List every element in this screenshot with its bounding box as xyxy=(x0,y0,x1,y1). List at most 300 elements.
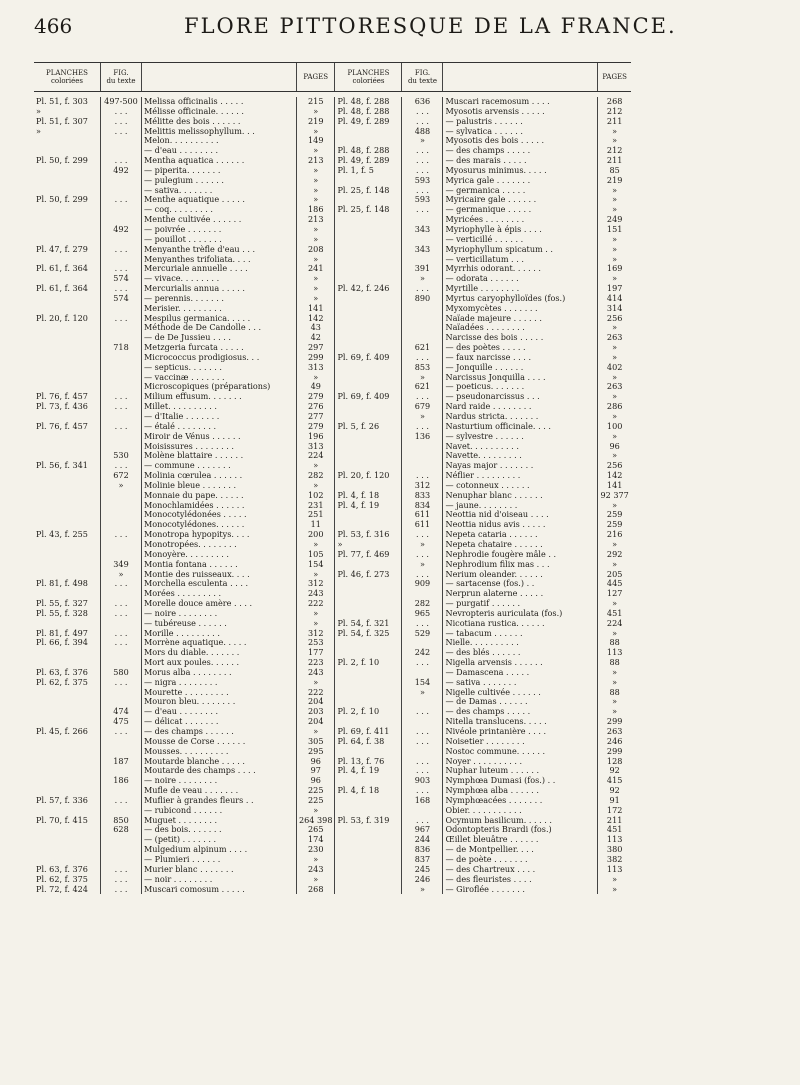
table-row xyxy=(34,343,631,353)
table-row xyxy=(34,382,631,392)
fig-cell-2: » xyxy=(402,885,443,895)
table-row xyxy=(34,648,631,658)
fig-cell xyxy=(101,648,142,658)
fig-cell-2: » xyxy=(402,560,443,570)
plate-cell xyxy=(34,520,101,530)
plate-cell-2 xyxy=(335,215,402,225)
fig-cell: . . . xyxy=(101,156,142,166)
fig-cell-2: 312 xyxy=(402,481,443,491)
page-cell-2: 127 xyxy=(598,589,631,599)
name-cell: Monocotylédonées . . . . . xyxy=(142,510,297,520)
page-cell-2: » xyxy=(598,678,631,688)
name-cell: — sativa. . . . . . . xyxy=(142,186,297,196)
fig-cell-2: 245 xyxy=(402,865,443,875)
table-row xyxy=(34,107,631,117)
fig-cell-2: . . . xyxy=(402,166,443,176)
fig-cell-2: 611 xyxy=(402,520,443,530)
name-cell-2: — de poète . . . . . . . xyxy=(443,855,598,865)
fig-cell: . . . xyxy=(101,629,142,639)
page-cell: » xyxy=(297,127,335,137)
table-row xyxy=(34,678,631,688)
page-cell-2: 92 377 xyxy=(598,491,631,501)
table-row xyxy=(34,195,631,205)
name-cell-2: Nephrodium filix mas . . . xyxy=(443,560,598,570)
page-cell-2: 91 xyxy=(598,796,631,806)
name-cell: Merisier. . . . . . . . . xyxy=(142,304,297,314)
page-cell-2: 219 xyxy=(598,176,631,186)
fig-cell xyxy=(101,786,142,796)
name-cell-2: Myosotis arvensis . . . . . xyxy=(443,107,598,117)
fig-cell-2 xyxy=(402,747,443,757)
plate-cell: Pl. 81, f. 498 xyxy=(36,579,88,589)
table-row xyxy=(34,875,631,885)
name-cell-2: — palustris . . . . . . xyxy=(443,117,598,127)
name-cell: Mercuriale annuelle . . . . xyxy=(142,264,297,274)
name-cell: Morus alba . . . . . . . . xyxy=(142,668,297,678)
fig-cell-2: 529 xyxy=(402,629,443,639)
table-row xyxy=(34,136,631,146)
table-row xyxy=(34,353,631,363)
page-cell: 203 xyxy=(297,707,335,717)
plate-cell xyxy=(34,648,101,658)
table-row xyxy=(34,697,631,707)
fig-cell-2: 853 xyxy=(402,363,443,373)
fig-cell: 574 xyxy=(101,274,142,284)
name-cell-2: Nardus stricta. . . . . . . xyxy=(443,412,598,422)
name-cell-2: Nepeta cataria . . . . . . xyxy=(443,530,598,540)
fig-cell-2: 679 xyxy=(402,402,443,412)
fig-cell-2: » xyxy=(402,688,443,698)
name-cell: Menyanthes trifoliata. . . . xyxy=(142,255,297,265)
plate-cell-2 xyxy=(335,717,402,727)
page-cell-2: » xyxy=(598,245,631,255)
name-cell-2: Nard raide . . . . . . . . xyxy=(443,402,598,412)
table-row xyxy=(34,255,631,265)
name-cell: Microscopiques (préparations) xyxy=(142,382,297,392)
plate-cell-2: Pl. 4, f. 18 xyxy=(335,786,402,796)
page-cell-2: 113 xyxy=(598,835,631,845)
plate-cell xyxy=(34,757,101,767)
name-cell: Morrène aquatique. . . . . xyxy=(142,638,297,648)
table-row xyxy=(34,835,631,845)
name-cell: Mélisse officinale. . . . . . xyxy=(142,107,297,117)
page-cell: » xyxy=(297,619,335,629)
page-cell-2: 256 xyxy=(598,461,631,471)
page-cell: 219 xyxy=(297,117,335,127)
name-cell: Mousse de Corse . . . . . . xyxy=(142,737,297,747)
name-cell: Monotropa hypopitys. . . . xyxy=(142,530,297,540)
index-table xyxy=(34,62,631,894)
plate-cell: Pl. 51, f. 307 xyxy=(36,116,88,126)
name-cell-2: — Damascena . . . . . xyxy=(443,668,598,678)
page-cell-2: 382 xyxy=(598,855,631,865)
name-cell-2: Naïadées . . . . . . . . xyxy=(443,323,598,333)
name-cell: Mespilus germanica. . . . . xyxy=(142,314,297,324)
fig-cell-2: . . . xyxy=(402,146,443,156)
page-cell-2: 402 xyxy=(598,363,631,373)
fig-cell xyxy=(101,658,142,668)
fig-cell-2: 965 xyxy=(402,609,443,619)
plate-cell-2 xyxy=(335,589,402,599)
table-row xyxy=(34,757,631,767)
name-cell-2: Narcisse des bois . . . . . xyxy=(443,333,598,343)
page-cell: 196 xyxy=(297,432,335,442)
name-cell: — perennis. . . . . . . xyxy=(142,294,297,304)
name-cell: — poivrée . . . . . . . xyxy=(142,225,297,235)
page-cell: 222 xyxy=(297,599,335,609)
plate-cell-2 xyxy=(335,294,402,304)
plate-cell xyxy=(34,333,101,343)
table-row xyxy=(34,323,631,333)
plate-cell-2 xyxy=(335,314,402,324)
plate-cell-2 xyxy=(335,461,402,471)
plate-cell-2: Pl. 54, f. 321 xyxy=(335,619,402,629)
page-cell: » xyxy=(297,166,335,176)
page-cell: 204 xyxy=(297,697,335,707)
plate-cell-2 xyxy=(335,865,402,875)
plate-cell-2: Pl. 49, f. 289 xyxy=(335,117,402,127)
page-cell-2: » xyxy=(598,885,631,895)
plate-cell xyxy=(34,707,101,717)
name-cell-2: Myricées . . . . . . . . xyxy=(443,215,598,225)
plate-cell-2 xyxy=(335,363,402,373)
plate-cell: Pl. 73, f. 436 xyxy=(36,402,88,412)
page-cell: 312 xyxy=(297,579,335,589)
name-cell-2: Myrrhis odorant. . . . . . xyxy=(443,264,598,274)
name-cell-2: Nerprun alaterne . . . . . xyxy=(443,589,598,599)
fig-cell xyxy=(101,255,142,265)
plate-cell-2 xyxy=(335,668,402,678)
page-cell: 253 xyxy=(297,638,335,648)
name-cell: — d'Italie . . . . . . . xyxy=(142,412,297,422)
plate-cell: Pl. 47, f. 279 xyxy=(36,244,88,254)
page-cell: » xyxy=(297,225,335,235)
page-cell: 243 xyxy=(297,589,335,599)
page-cell: 312 xyxy=(297,629,335,639)
name-cell-2: — sativa . . . . . . . xyxy=(443,678,598,688)
plate-cell xyxy=(34,501,101,511)
page-cell-2: 415 xyxy=(598,776,631,786)
plate-cell xyxy=(34,570,101,580)
name-cell-2: — des champs . . . . . xyxy=(443,146,598,156)
page-cell-2: » xyxy=(598,195,631,205)
fig-cell: . . . xyxy=(101,885,142,895)
plate-cell xyxy=(34,255,101,265)
fig-cell: . . . xyxy=(101,284,142,294)
name-cell: — de De Jussieu . . . . xyxy=(142,333,297,343)
fig-cell xyxy=(101,412,142,422)
table-row xyxy=(34,422,631,432)
page-cell-2: » xyxy=(598,127,631,137)
plate-cell: Pl. 55, f. 327 xyxy=(36,599,88,609)
page-cell: » xyxy=(297,186,335,196)
fig-cell-2: 391 xyxy=(402,264,443,274)
plate-cell: Pl. 76, f. 457 xyxy=(36,421,88,431)
fig-cell xyxy=(101,501,142,511)
name-cell-2: Nitella translucens. . . . . xyxy=(443,717,598,727)
name-cell: Molinia cœrulea . . . . . . xyxy=(142,471,297,481)
page-cell-2: » xyxy=(598,136,631,146)
fig-cell xyxy=(101,353,142,363)
page-cell-2: 292 xyxy=(598,550,631,560)
page-cell: 96 xyxy=(297,776,335,786)
plate-cell-2 xyxy=(335,382,402,392)
name-cell-2: — de Montpellier. . . . xyxy=(443,845,598,855)
name-cell-2: — des Chartreux . . . . xyxy=(443,865,598,875)
name-cell: — noir . . . . . . . . xyxy=(142,875,297,885)
plate-cell-2: » xyxy=(335,540,402,550)
plate-cell xyxy=(34,550,101,560)
fig-cell: 474 xyxy=(101,707,142,717)
name-cell-2: Obier. . . . . . . . . . . xyxy=(443,806,598,816)
page-cell-2: » xyxy=(598,668,631,678)
name-cell-2: Nymphœacées . . . . . . . xyxy=(443,796,598,806)
table-row xyxy=(34,579,631,589)
page-cell: 277 xyxy=(297,412,335,422)
page-cell: 222 xyxy=(297,688,335,698)
plate-cell-2 xyxy=(335,255,402,265)
name-cell-2: Myxomycètes . . . . . . . xyxy=(443,304,598,314)
table-row xyxy=(34,284,631,294)
page-cell-2: » xyxy=(598,323,631,333)
name-cell: Milium effusum. . . . . . . xyxy=(142,392,297,402)
name-cell: Millet. . . . . . . . . . xyxy=(142,402,297,412)
page-cell: 215 xyxy=(297,97,335,107)
name-cell-2: Ocymum basilicum. . . . . . xyxy=(443,816,598,826)
page-cell: 276 xyxy=(297,402,335,412)
plate-cell: Pl. 50, f. 299 xyxy=(36,156,88,166)
name-cell: Monotropées. . . . . . . . xyxy=(142,540,297,550)
name-cell: Monochlamidées . . . . . . xyxy=(142,501,297,511)
page-cell: 299 xyxy=(297,353,335,363)
table-row xyxy=(34,215,631,225)
plate-cell xyxy=(34,136,101,146)
table-row xyxy=(34,816,631,826)
plate-cell xyxy=(34,294,101,304)
page-cell-2: 211 xyxy=(598,816,631,826)
running-title: FLORE PITTORESQUE DE LA FRANCE. xyxy=(184,14,677,38)
page-cell-2: 113 xyxy=(598,865,631,875)
page-cell: » xyxy=(297,727,335,737)
page-cell: 213 xyxy=(297,215,335,225)
table-row xyxy=(34,235,631,245)
fig-cell-2: 154 xyxy=(402,678,443,688)
name-cell-2: Nephrodie fougère mâle . . xyxy=(443,550,598,560)
name-cell-2: Nymphœa Dumasi (fos.) . . xyxy=(443,776,598,786)
plate-cell: Pl. 51, f. 303 xyxy=(36,97,88,106)
plate-cell-2: Pl. 4, f. 19 xyxy=(335,501,402,511)
name-cell: — noire . . . . . . . . xyxy=(142,776,297,786)
page-cell-2: 263 xyxy=(598,333,631,343)
page-cell-2: 142 xyxy=(598,471,631,481)
plate-cell-2: Pl. 69, f. 409 xyxy=(335,392,402,402)
name-cell-2: — de Damas . . . . . . xyxy=(443,697,598,707)
name-cell-2: — Giroflée . . . . . . . xyxy=(443,885,598,895)
page-cell-2: » xyxy=(598,501,631,511)
plate-cell: Pl. 20, f. 120 xyxy=(36,313,88,323)
table-row xyxy=(34,619,631,629)
col-header-name-2 xyxy=(443,63,598,92)
plate-cell xyxy=(34,845,101,855)
fig-cell-2: . . . xyxy=(402,186,443,196)
plate-cell-2: Pl. 48, f. 288 xyxy=(335,107,402,117)
table-row xyxy=(34,471,631,481)
page-cell-2: 212 xyxy=(598,146,631,156)
name-cell: Menthe aquatique . . . . . xyxy=(142,195,297,205)
name-cell: Mentha aquatica . . . . . . xyxy=(142,156,297,166)
fig-cell xyxy=(101,835,142,845)
name-cell: Monnaie du pape. . . . . . xyxy=(142,491,297,501)
name-cell-2: — sartacense (fos.) . . xyxy=(443,579,598,589)
plate-cell xyxy=(34,412,101,422)
name-cell-2: — germanica . . . . . xyxy=(443,186,598,196)
plate-cell: Pl. 76, f. 457 xyxy=(36,392,88,402)
fig-cell-2 xyxy=(402,255,443,265)
plate-cell-2 xyxy=(335,845,402,855)
name-cell-2: Nostoc commune. . . . . . xyxy=(443,747,598,757)
name-cell: — d'eau . . . . . . . . xyxy=(142,707,297,717)
page-cell: 142 xyxy=(297,314,335,324)
name-cell-2: Noisetier . . . . . . . . xyxy=(443,737,598,747)
page-cell: 154 xyxy=(297,560,335,570)
plate-cell xyxy=(34,176,101,186)
plate-cell xyxy=(34,343,101,353)
page-cell: » xyxy=(297,609,335,619)
name-cell-2: — tabacum . . . . . . xyxy=(443,629,598,639)
plate-cell: Pl. 55, f. 328 xyxy=(36,608,88,618)
table-row xyxy=(34,825,631,835)
plate-cell xyxy=(34,186,101,196)
page-cell: 177 xyxy=(297,648,335,658)
page-cell: 231 xyxy=(297,501,335,511)
page-cell-2: » xyxy=(598,373,631,383)
fig-cell: 187 xyxy=(101,757,142,767)
page-cell-2: » xyxy=(598,599,631,609)
page-cell: 49 xyxy=(297,382,335,392)
plate-cell: Pl. 63, f. 376 xyxy=(36,667,88,677)
page-cell-2: » xyxy=(598,875,631,885)
page-cell: 243 xyxy=(297,865,335,875)
plate-cell-2 xyxy=(335,855,402,865)
page-cell: » xyxy=(297,855,335,865)
table-row xyxy=(34,461,631,471)
fig-cell: 672 xyxy=(101,471,142,481)
fig-cell xyxy=(101,766,142,776)
table-row xyxy=(34,333,631,343)
name-cell-2: Néflier . . . . . . . . . xyxy=(443,471,598,481)
name-cell-2: Myosotis des bois . . . . . xyxy=(443,136,598,146)
plate-cell-2 xyxy=(335,274,402,284)
col-header-pages: PAGES xyxy=(297,63,335,92)
plate-cell-2 xyxy=(335,885,402,895)
name-cell: — nigra . . . . . . . . xyxy=(142,678,297,688)
plate-cell-2 xyxy=(335,638,402,648)
page-cell: » xyxy=(297,678,335,688)
table-row xyxy=(34,491,631,501)
fig-cell xyxy=(101,442,142,452)
plate-cell-2 xyxy=(335,599,402,609)
fig-cell xyxy=(101,855,142,865)
page-cell-2: » xyxy=(598,451,631,461)
table-row xyxy=(34,550,631,560)
page-cell-2: 96 xyxy=(598,442,631,452)
plate-cell: Pl. 66, f. 394 xyxy=(36,638,88,648)
plate-cell-2: Pl. 64, f. 38 xyxy=(335,737,402,747)
plate-cell-2 xyxy=(335,678,402,688)
plate-cell-2: Pl. 69, f. 411 xyxy=(335,727,402,737)
page-cell-2: 299 xyxy=(598,717,631,727)
fig-cell: 497-500 xyxy=(101,97,142,107)
fig-cell: . . . xyxy=(101,107,142,117)
plate-cell xyxy=(34,776,101,786)
name-cell: — pouillot . . . . . . . xyxy=(142,235,297,245)
table-row xyxy=(34,629,631,639)
plate-cell-2 xyxy=(335,127,402,137)
fig-cell-2: . . . xyxy=(402,471,443,481)
plate-cell-2 xyxy=(335,875,402,885)
fig-cell: 349 xyxy=(101,560,142,570)
page-header xyxy=(34,14,774,54)
fig-cell-2: . . . xyxy=(402,619,443,629)
plate-cell xyxy=(34,146,101,156)
plate-cell-2 xyxy=(335,776,402,786)
table-row xyxy=(34,304,631,314)
plate-cell xyxy=(34,737,101,747)
page-cell-2: » xyxy=(598,392,631,402)
table-row xyxy=(34,412,631,422)
col-header-name xyxy=(142,63,297,92)
plate-cell xyxy=(34,766,101,776)
name-cell-2: Nevropteris auriculata (fos.) xyxy=(443,609,598,619)
fig-cell-2 xyxy=(402,323,443,333)
name-cell-2: Nicotiana rustica. . . . . . xyxy=(443,619,598,629)
table-row xyxy=(34,432,631,442)
name-cell-2: Neottia nidus avis . . . . . xyxy=(443,520,598,530)
plate-cell-2 xyxy=(335,520,402,530)
fig-cell: 492 xyxy=(101,225,142,235)
fig-cell xyxy=(101,136,142,146)
plate-cell-2 xyxy=(335,747,402,757)
plate-cell-2: Pl. 53, f. 316 xyxy=(335,530,402,540)
fig-cell: . . . xyxy=(101,314,142,324)
col-header-planches: PLANCHES coloriées xyxy=(34,63,101,92)
name-cell: Moutarde blanche . . . . . xyxy=(142,757,297,767)
name-cell-2: — poeticus. . . . . . . xyxy=(443,382,598,392)
page-cell-2: » xyxy=(598,629,631,639)
fig-cell-2: 168 xyxy=(402,796,443,806)
plate-cell-2 xyxy=(335,304,402,314)
name-cell: — des bois. . . . . . . xyxy=(142,825,297,835)
name-cell: Mulgedium alpinum . . . . xyxy=(142,845,297,855)
page-cell-2: 451 xyxy=(598,609,631,619)
name-cell: Micrococcus prodigiosus. . . xyxy=(142,353,297,363)
plate-cell xyxy=(34,806,101,816)
fig-cell-2: 903 xyxy=(402,776,443,786)
name-cell-2: Nenuphar blanc . . . . . . xyxy=(443,491,598,501)
plate-cell: Pl. 61, f. 364 xyxy=(36,264,88,274)
name-cell-2: — des poètes . . . . . xyxy=(443,343,598,353)
plate-cell-2: Pl. 77, f. 469 xyxy=(335,550,402,560)
plate-cell-2 xyxy=(335,432,402,442)
fig-cell xyxy=(101,737,142,747)
page-cell-2: » xyxy=(598,353,631,363)
fig-cell-2: 593 xyxy=(402,195,443,205)
page-cell: » xyxy=(297,146,335,156)
page-cell-2: » xyxy=(598,235,631,245)
fig-cell: . . . xyxy=(101,422,142,432)
table-row xyxy=(34,402,631,412)
name-cell-2: Nepeta chataire . . . . . . xyxy=(443,540,598,550)
